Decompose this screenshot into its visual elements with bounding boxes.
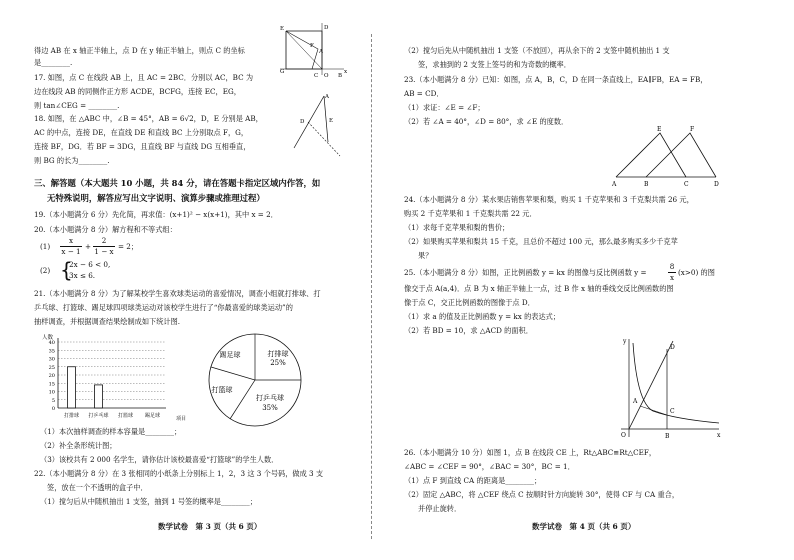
section3-heading-2: 无特殊说明，解答应写出文字说明、演算步骤或推理过程）	[47, 193, 265, 203]
q24-line1: 24.（本小题满分 8 分）某水果店销售苹果和梨，购买 1 千克苹果和 3 千克梨共需 26 元，	[404, 195, 694, 204]
fig16-square-inner	[286, 31, 318, 69]
q22-part2-line2: 签，求抽到的 2 支签上签号的和为奇数的概率．	[418, 60, 571, 69]
q24-part2-tail: 果？	[418, 251, 433, 260]
left-page-footer: 数学试卷 第 3 页（共 6 页）	[158, 522, 262, 531]
q20-p2-line2: 3x ≤ 6.	[69, 271, 96, 280]
q26-part1: （1）点 F 到直线 CA 的距离是________；	[404, 476, 542, 485]
page-divider	[371, 34, 372, 539]
q20-p2-line1: 2x − 6 < 0,	[69, 260, 111, 269]
q18-line3: 连接 BF，DG．若 BF = 3DG，且直线 BF 与直线 DG 互相垂直，	[34, 142, 251, 151]
pie-slice-pct: 25%	[270, 359, 286, 367]
q26-line2: ∠ABC = ∠CEF = 90°，∠BAC = 30°，BC = 1．	[404, 462, 575, 471]
right-page-footer: 数学试卷 第 4 页（共 6 页）	[532, 522, 636, 531]
bar-ytick-label: 30	[48, 356, 55, 363]
q16-continuation: 得边 AB 在 x 轴正半轴上，点 D 在 y 轴正半轴上，则点 C 的坐标	[34, 46, 245, 55]
q16-blank: 是________.	[34, 58, 73, 67]
q20-p1-rhs: = 2；	[118, 242, 139, 251]
q24-part2: （2）如果购买苹果和梨共 15 千克，且总价不超过 100 元，那么最多购买多少千克苹	[404, 237, 678, 246]
q24-part1: （1）求每千克苹果和梨的售价；	[404, 223, 510, 232]
q21-part2: （2）补全条形统计图；	[40, 441, 117, 450]
fig18-label: A	[325, 94, 329, 100]
q20-p1-den2: 1 − x	[94, 247, 114, 256]
fig16-label: E	[280, 26, 285, 32]
fig25-segment-AC	[640, 406, 667, 415]
q21-part3: （3）该校共有 2 000 名学生，请你估计该校最喜爱“打篮球”的学生人数．	[40, 455, 279, 464]
bar-chart-yticks	[49, 340, 55, 412]
pie-chart	[200, 330, 310, 430]
q20-title: 20.（本小题满分 8 分）解方程和不等式组：	[34, 225, 177, 234]
bar	[95, 385, 103, 408]
q22-line1: 22.（本小题满分 8 分）在 3 张相同的小纸条上分别标上 1，2，3 这 3 个号码，做成 3 支	[34, 469, 324, 478]
q25-line1-tail: (x>0) 的图	[678, 268, 715, 277]
fig23-triangle-right	[646, 133, 716, 177]
fig23-label: E	[657, 126, 662, 133]
pie-slice-label: 打篮球	[211, 386, 233, 394]
q25-line3: 像于点 C，交正比例函数的图像于点 D．	[404, 298, 535, 307]
q17-line3: 则 tan∠CEG = ________.	[34, 101, 120, 110]
q23-part1: （1）求证：∠E = ∠F；	[404, 103, 485, 112]
bar	[68, 367, 76, 408]
fig18-label: D	[300, 119, 305, 125]
q25-frac-num: 8	[669, 262, 675, 271]
fig18-line-2	[324, 96, 328, 142]
q22-line2: 签，放在一个不透明的盒子中．	[47, 483, 148, 492]
bar-category-label: 打篮球	[117, 413, 134, 419]
fig23-label: C	[684, 181, 689, 188]
bar-ytick-label: 0	[51, 406, 55, 412]
figure-q23	[612, 125, 732, 190]
fig23-labels	[611, 126, 719, 188]
q18-line4: 则 BG 的长为________.	[34, 156, 110, 165]
pie-slice-label: 踢足球	[219, 351, 241, 359]
bar-ytick-label: 40	[48, 340, 55, 346]
q25-frac-den: x	[669, 273, 675, 282]
q25-part1: （1）求 a 的值及正比例函数 y = kx 的表达式；	[404, 312, 561, 321]
fig25-label: D	[670, 344, 675, 351]
bar-chart-axis-tail: 项目	[176, 416, 187, 422]
fig18-line-1	[294, 96, 324, 148]
bar-chart-ylabel: 人数	[42, 335, 54, 341]
bar-ytick-label: 35	[48, 348, 55, 355]
q17-line1: 17. 如图，点 C 在线段 AB 上，且 AC = 2BC．分别以 AC，BC 为	[34, 73, 254, 82]
fig16-label: x	[344, 69, 348, 75]
q20-p1-plus: +	[85, 242, 92, 251]
fig25-label: x	[717, 432, 721, 439]
q20-p1-label: (1)	[40, 242, 51, 251]
bar-ytick-label: 20	[48, 373, 55, 379]
q20-p1-den1: x − 1	[61, 247, 81, 256]
fig23-label: B	[644, 181, 649, 188]
bar-chart-bars	[68, 367, 103, 408]
fig16-label: B	[338, 73, 343, 79]
bar-ytick-label: 5	[51, 397, 55, 404]
fig16-label: A	[319, 49, 323, 55]
fig18-label: E	[329, 118, 334, 124]
q25-line2: 像交于点 A(a,4)．点 B 为 x 轴正半轴上一点，过 B 作 x 轴的垂线交反比例函数的图	[404, 284, 674, 293]
fig25-line-ykx	[629, 341, 673, 429]
bar-category-label: 踢足球	[144, 413, 161, 419]
fig23-label: A	[612, 181, 617, 188]
fig25-labels	[621, 338, 721, 440]
bar-ytick-label: 10	[48, 389, 55, 396]
bar-ytick-label: 25	[48, 364, 55, 371]
q22-part1: （1）搅匀后从中随机抽出 1 支签，抽到 1 号签的概率是________；	[40, 497, 257, 506]
pie-slice-pct: 35%	[262, 404, 278, 412]
q20-p2-brace: {	[60, 258, 73, 282]
fig23-label: F	[690, 126, 695, 133]
q18-line2: AC 的中点，连接 DE，在直线 DE 和直线 BC 上分别取点 F，G，	[34, 128, 249, 137]
fig16-label: D	[324, 25, 329, 31]
bar-category-label: 打乒乓球	[88, 413, 109, 419]
pie-slice-label: 打乒乓球	[256, 394, 284, 402]
q23-line1: 23.（本小题满分 8 分）已知：如图，点 A，B，C，D 在同一条直线上，EA∥FB，EA = FB，	[404, 75, 708, 84]
fig18-line-3	[308, 122, 340, 156]
figure-q18	[288, 92, 348, 172]
figure-q16	[272, 15, 352, 85]
q21-line2: 乒乓球、打篮球、踢足球四项球类运动对该校学生进行了“你最喜爱的球类运动”的	[34, 303, 293, 312]
q19-text: 19.（本小题满分 6 分）先化简，再求值：(x+1)² − x(x+1)，其中 x = 2．	[34, 210, 278, 219]
q25-part2: （2）若 BD = 10，求 △ACD 的面积．	[404, 326, 533, 335]
fig25-label: A	[633, 398, 638, 405]
q23-part2: （2）若 ∠A = 40°，∠D = 80°，求 ∠E 的度数．	[404, 117, 569, 126]
q21-part1: （1）本次抽样调查的样本容量是________；	[40, 427, 182, 436]
fig16-diagonal	[286, 31, 322, 69]
fig25-label: y	[623, 338, 627, 345]
bar-chart-categories	[64, 412, 160, 419]
q25-line1-text: 25.（本小题满分 8 分）如图，正比例函数 y = kx 的图像与反比例函数 y =	[404, 268, 647, 277]
pie-slice-label: 打排球	[267, 350, 289, 358]
bar-category-label: 打排球	[63, 413, 80, 419]
bar-ytick-label: 15	[48, 381, 55, 388]
fig23-label: D	[714, 181, 719, 188]
q26-line1: 26.（本小题满分 10 分）如图 1，点 B 在线段 CE 上，Rt△ABC≌Rt△CEF，	[404, 448, 657, 457]
fig23-triangle-left	[616, 133, 686, 177]
fig16-label: F	[310, 43, 314, 49]
fig16-label: G	[280, 69, 285, 75]
q24-line2: 购买 2 千克苹果和 1 千克梨共需 22 元．	[404, 209, 537, 218]
fig16-label: C	[314, 73, 319, 79]
q20-p2-label: (2)	[40, 266, 51, 275]
q21-line3: 抽样调查，并根据调查结果绘制成如下统计图.	[34, 317, 181, 326]
q26-part2-tail: 并停止旋转．	[418, 504, 462, 513]
bar-chart	[40, 334, 190, 424]
fig25-label: O	[621, 432, 626, 439]
fig25-hyperbola	[633, 343, 719, 423]
q17-line2: 边在线段 AB 的同侧作正方形 ACDE，BCFG，连接 EC，EG，	[34, 87, 241, 96]
q20-p1-num1: x	[68, 236, 74, 245]
q21-line1: 21.（本小题满分 8 分）为了解某校学生喜欢球类运动的喜爱情况，调查小组就打排球、打	[34, 289, 321, 298]
fig25-label: B	[665, 433, 670, 440]
q23-line2: AB = CD．	[404, 89, 444, 98]
q22-part2-line1: （2）搅匀后先从中随机抽出 1 支签（不放回），再从余下的 2 支签中随机抽出 1 支	[404, 46, 670, 55]
q20-p1-num2: 2	[101, 236, 107, 245]
section3-heading-1: 三、解答题（本大题共 10 小题，共 84 分，请在答题卡指定区域内作答，如	[34, 178, 321, 188]
fig25-label: C	[670, 408, 675, 415]
figure-q25	[615, 335, 725, 445]
fig16-label: O	[324, 73, 329, 79]
q26-part2: （2）固定 △ABC，将 △CEF 绕点 C 按顺时针方向旋转 30°，使得 CF 与 CA 重合，	[404, 490, 680, 499]
q18-line1: 18. 如图，在 △ABC 中，∠B = 45°，AB = 6√2，D，E 分别是 AB，	[34, 114, 263, 123]
